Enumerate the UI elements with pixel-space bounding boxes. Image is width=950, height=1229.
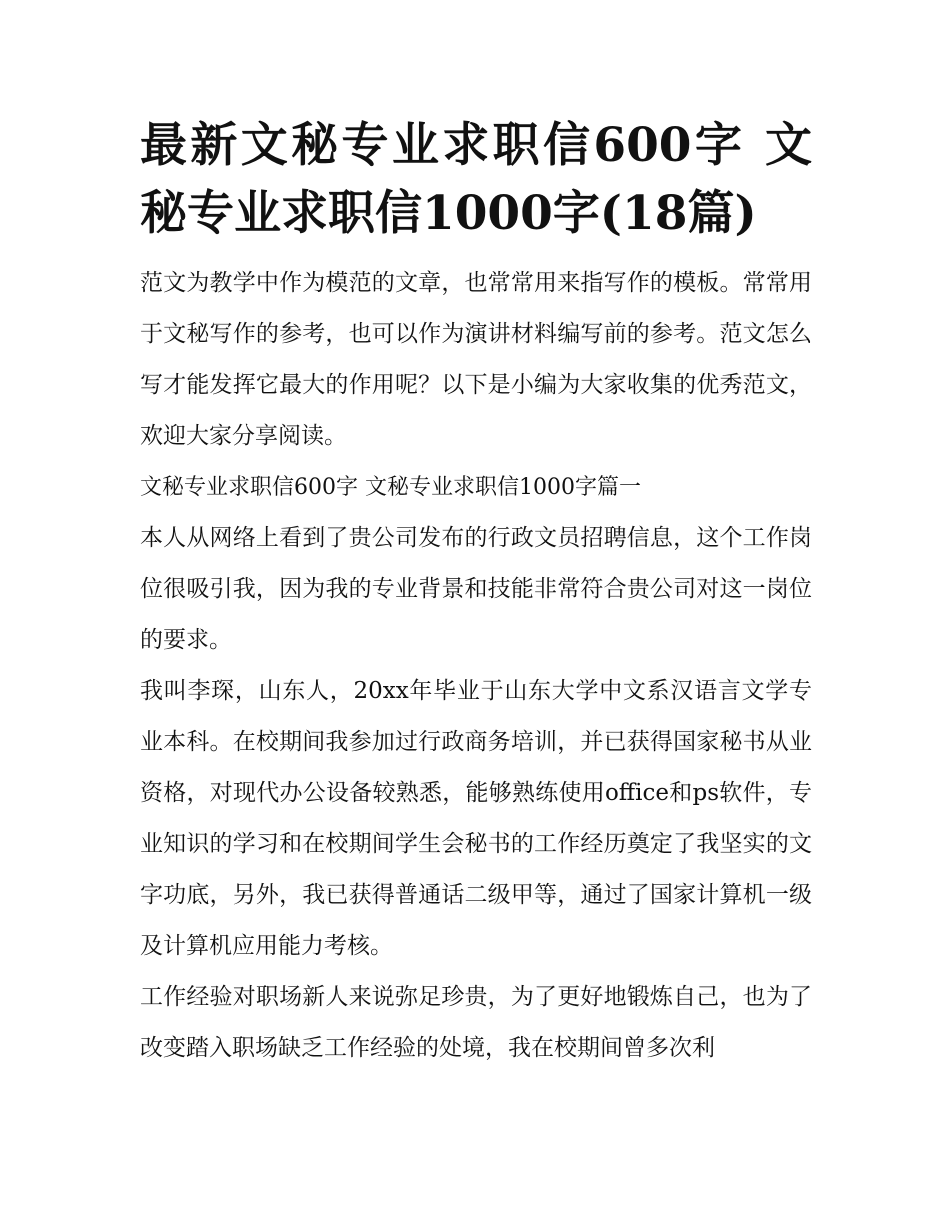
body-paragraph-2: 我叫李琛，山东人，20xx年毕业于山东大学中文系汉语言文学专业本科。在校期间我参加过行政商务培训，并已获得国家秘书从业资格，对现代办公设备较熟悉，能够熟练使用office和ps软件，专业知识的学习和在校期间学生会秘书的工作经历奠定了我坚实的文字功底，另外，我已获得普通话二级甲等，通过了国家计算机一级及计算机应用能力考核。 bbox=[140, 678, 812, 959]
intro-paragraph: 范文为教学中作为模范的文章，也常常用来指写作的模板。常常用于文秘写作的参考，也可以作为演讲材料编写前的参考。范文怎么写才能发挥它最大的作用呢？以下是小编为大家收集的优秀范文，欢迎大家分享阅读。 bbox=[140, 270, 812, 449]
body-paragraph-3: 工作经验对职场新人来说弥足珍贵，为了更好地锻炼自己，也为了改变踏入职场缺乏工作经验的处境，我在校期间曾多次利 bbox=[140, 984, 812, 1061]
body-paragraph-1: 本人从网络上看到了贵公司发布的行政文员招聘信息，这个工作岗位很吸引我，因为我的专业背景和技能非常符合贵公司对这一岗位的要求。 bbox=[140, 525, 812, 653]
document-body bbox=[140, 258, 812, 1074]
document-page bbox=[140, 112, 812, 1074]
section-heading: 文秘专业求职信600字 文秘专业求职信1000字篇一 bbox=[140, 475, 641, 500]
document-title: 最新文秘专业求职信600字 文秘专业求职信1000字(18篇) bbox=[140, 118, 812, 241]
